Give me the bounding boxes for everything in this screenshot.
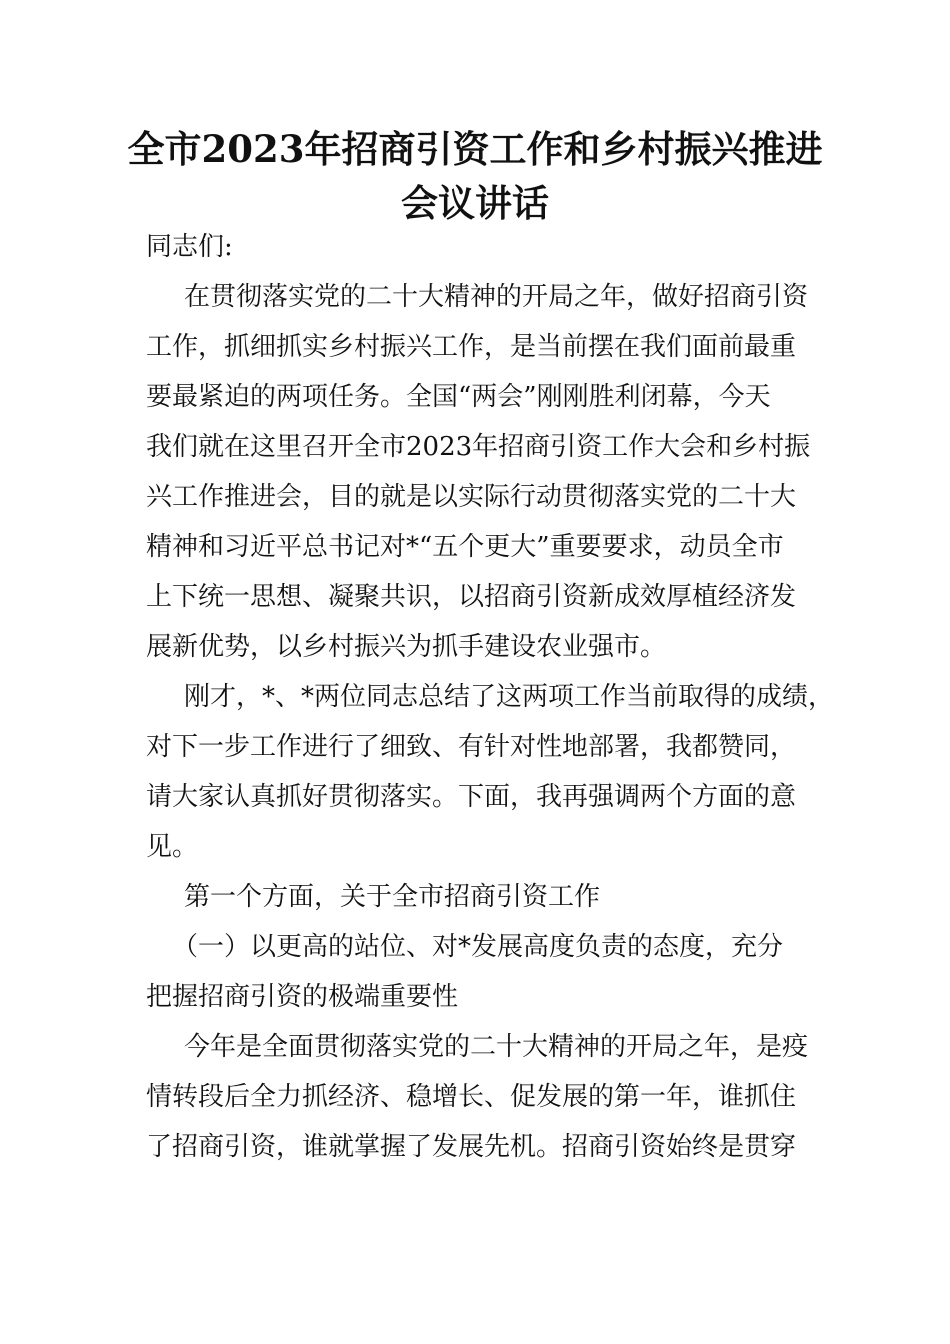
document-title bbox=[100, 122, 850, 230]
paragraph-1-line-5: 兴工作推进会，目的就是以实际行动贯彻落实党的二十大 bbox=[146, 482, 797, 512]
paragraph-2-line-1: 刚才，*、*两位同志总结了这两项工作当前取得的成绩， bbox=[184, 682, 835, 712]
document-body bbox=[146, 228, 835, 1178]
paragraph-2-line-4: 见。 bbox=[146, 832, 199, 862]
paragraph-1-line-6: 精神和习近平总书记对*“五个更大”重要要求，动员全市 bbox=[146, 532, 784, 562]
paragraph-1-line-8: 展新优势，以乡村振兴为抓手建设农业强市。 bbox=[146, 632, 667, 662]
paragraph-1-line-3: 要最紧迫的两项任务。全国“两会”刚刚胜利闭幕，今天 bbox=[146, 382, 771, 412]
paragraph-1-line-2: 工作，抓细抓实乡村振兴工作，是当前摆在我们面前最重 bbox=[146, 332, 797, 362]
subsection-heading-line-2: 把握招商引资的极端重要性 bbox=[146, 982, 459, 1012]
paragraph-1-line-7: 上下统一思想、凝聚共识，以招商引资新成效厚植经济发 bbox=[146, 582, 797, 612]
subsection-heading-line-1: （一）以更高的站位、对*发展高度负责的态度，充分 bbox=[172, 932, 784, 962]
paragraph-3-line-1: 今年是全面贯彻落实党的二十大精神的开局之年，是疫 bbox=[184, 1032, 809, 1062]
title-line-2: 会议讲话 bbox=[401, 181, 549, 225]
title-line-1: 全市2023年招商引资工作和乡村振兴推进 bbox=[127, 127, 823, 171]
section-heading: 第一个方面，关于全市招商引资工作 bbox=[184, 882, 601, 912]
paragraph-2-line-3: 请大家认真抓好贯彻落实。下面，我再强调两个方面的意 bbox=[146, 782, 797, 812]
salutation: 同志们: bbox=[146, 232, 233, 262]
paragraph-1-line-4: 我们就在这里召开全市2023年招商引资工作大会和乡村振 bbox=[146, 432, 811, 462]
paragraph-3-line-2: 情转段后全力抓经济、稳增长、促发展的第一年，谁抓住 bbox=[146, 1082, 797, 1112]
paragraph-3-line-3: 了招商引资，谁就掌握了发展先机。招商引资始终是贯穿 bbox=[146, 1132, 797, 1162]
paragraph-2-line-2: 对下一步工作进行了细致、有针对性地部署，我都赞同， bbox=[146, 732, 797, 762]
paragraph-1-line-1: 在贯彻落实党的二十大精神的开局之年，做好招商引资 bbox=[184, 282, 809, 312]
